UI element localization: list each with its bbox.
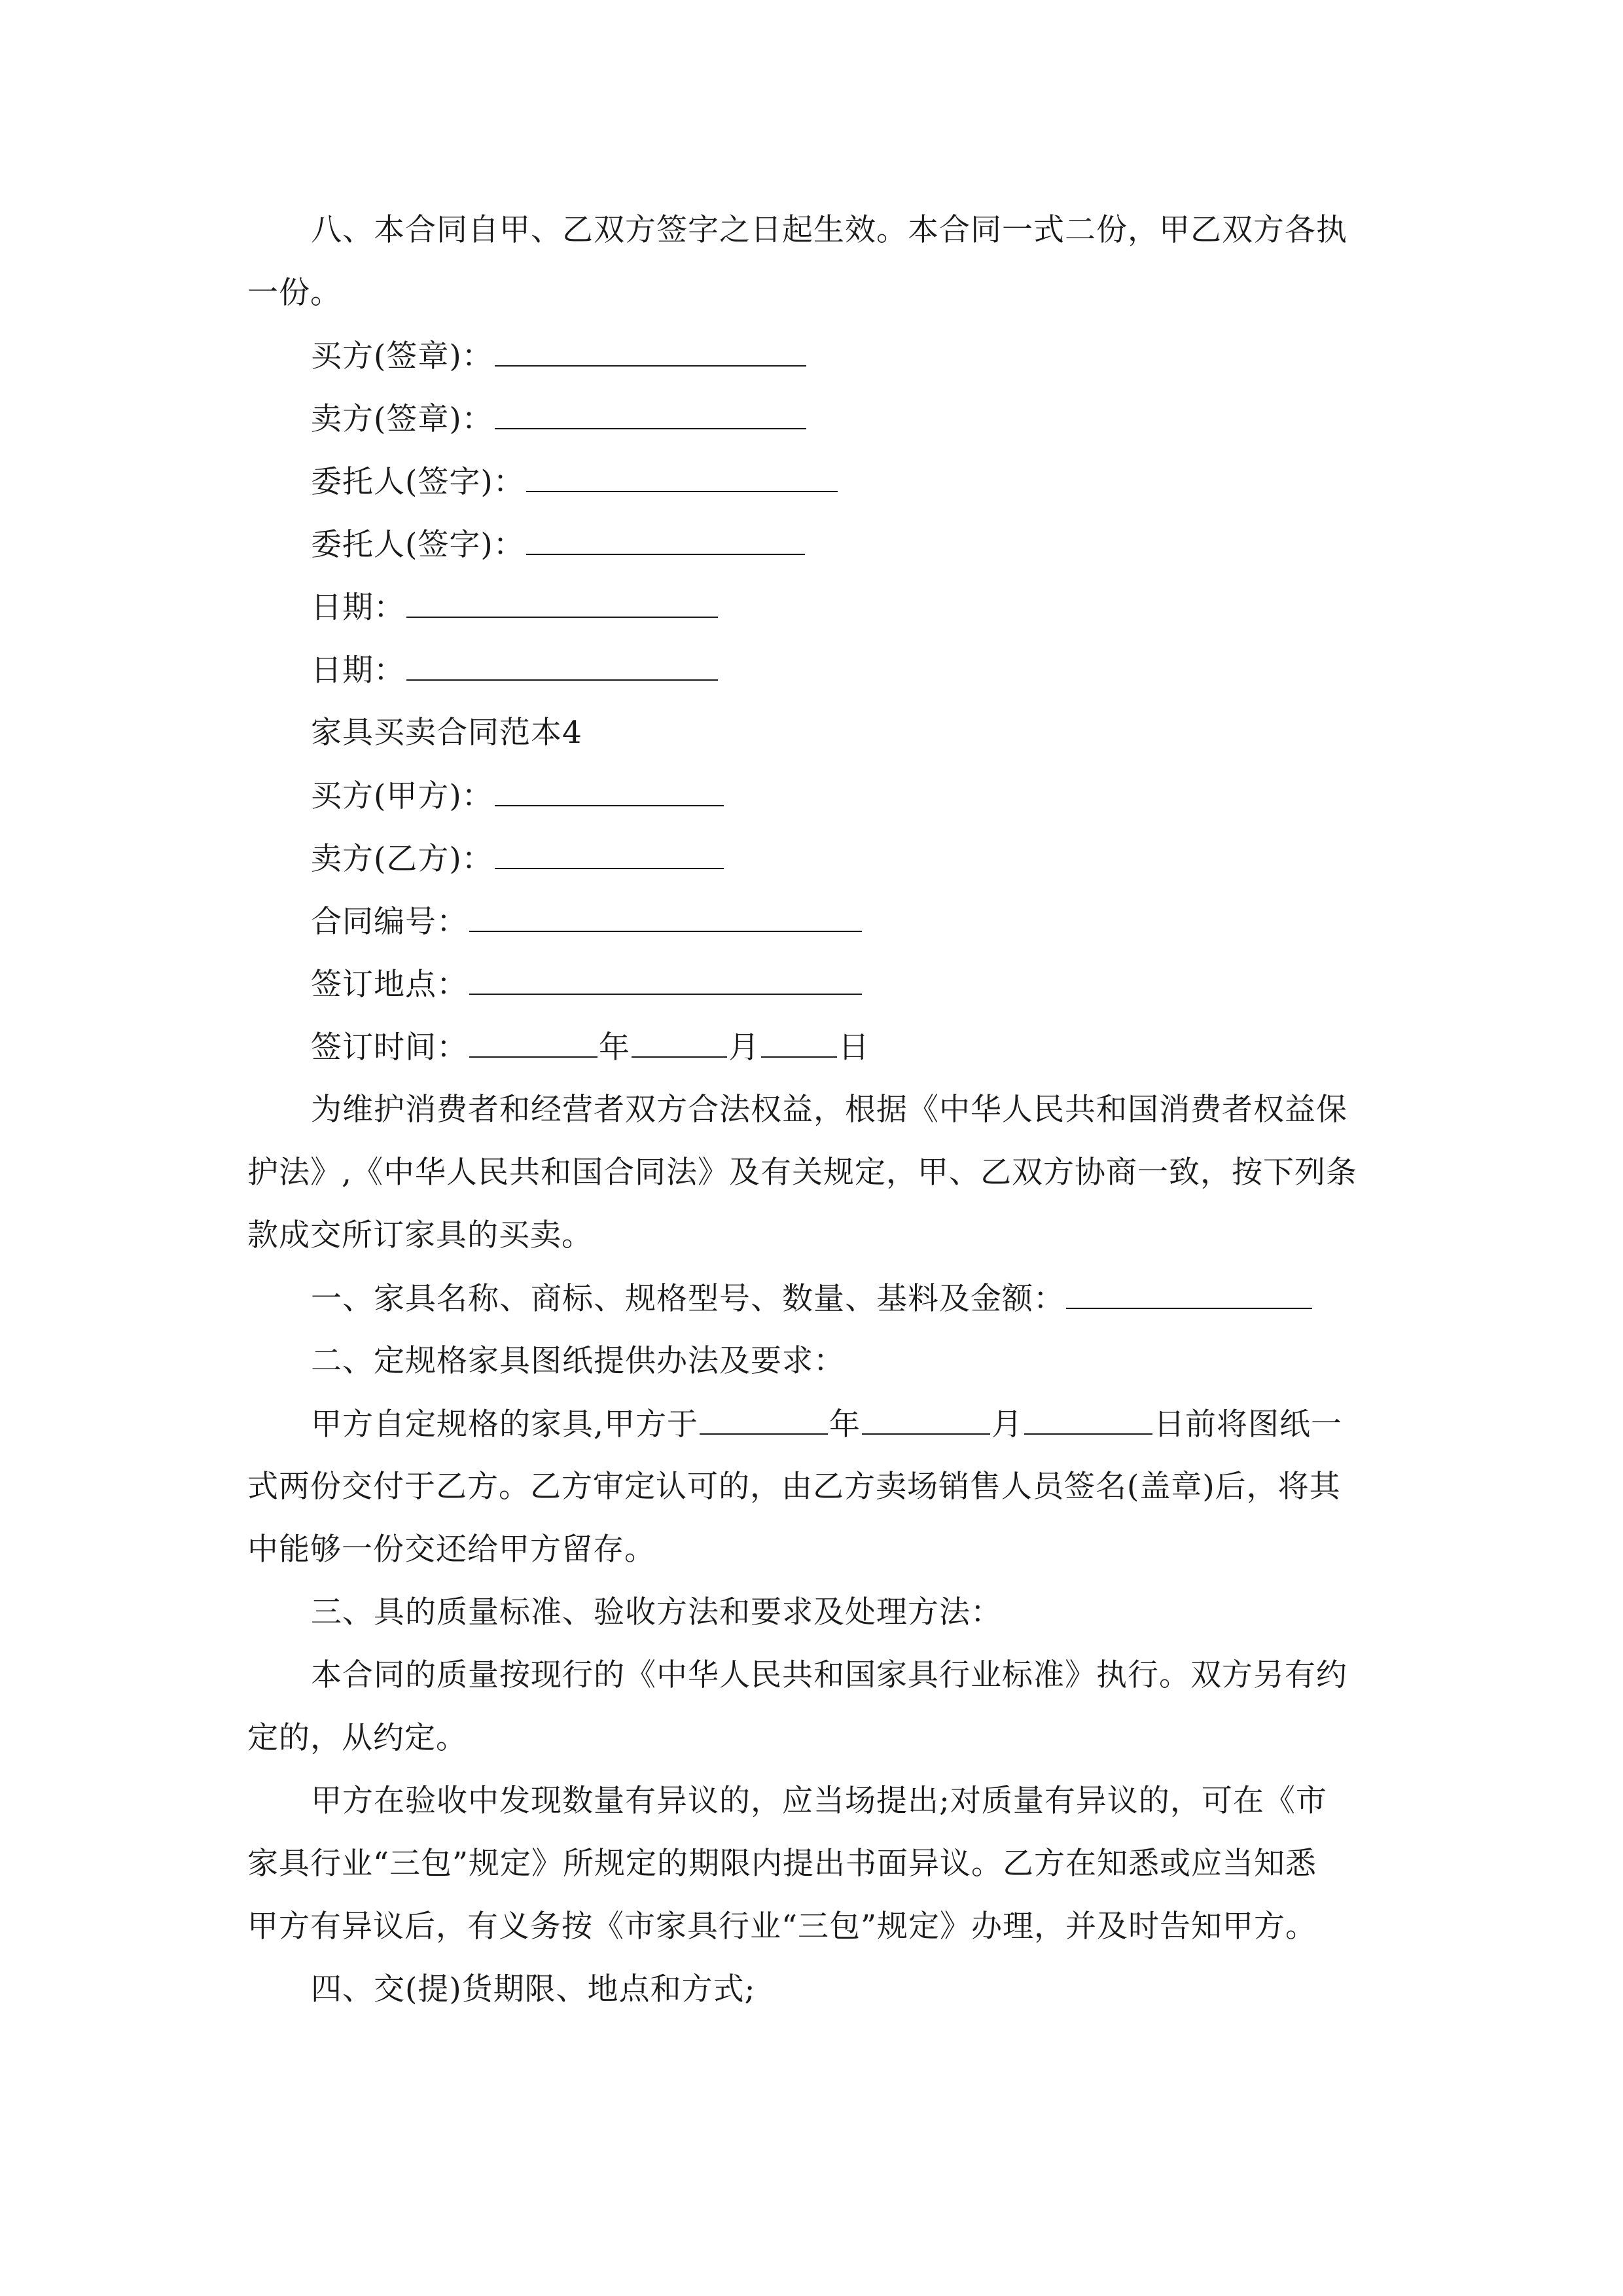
clause-2-year: 年 (829, 1407, 861, 1443)
clause-2-body-line1 (311, 1405, 1342, 1444)
signature-buyer-blank (495, 336, 806, 367)
field-time (311, 1028, 870, 1067)
clause-4: 四、交(提)货期限、地点和方式; (311, 1971, 756, 2007)
preamble-line2: 护法》,《中华人民共和国合同法》及有关规定，甲、乙双方协商一致，按下列条 (247, 1155, 1357, 1191)
field-contract-no-label: 合同编号： (311, 904, 468, 940)
clause-2-month: 月 (991, 1407, 1023, 1443)
field-time-year: 年 (599, 1030, 630, 1066)
signature-seller-label: 卖方(签章)： (311, 401, 493, 437)
signature-buyer-label: 买方(签章)： (311, 338, 493, 374)
field-buyer (311, 776, 725, 816)
clause-2-day-blank (1024, 1405, 1152, 1435)
field-time-day: 日 (838, 1030, 870, 1066)
paragraph-8-line2: 一份。 (247, 275, 342, 311)
field-time-month: 月 (728, 1030, 760, 1066)
signature-agent-1-label: 委托人(签字)： (311, 464, 525, 500)
field-place-blank (469, 965, 862, 995)
clause-2-suffix: 日前将图纸一 (1153, 1407, 1342, 1443)
field-contract-no-blank (469, 902, 862, 932)
signature-buyer (311, 336, 808, 376)
clause-2-prefix: 甲方自定规格的家具,甲方于 (311, 1407, 698, 1443)
signature-date-1-blank (406, 588, 718, 618)
preamble-line1: 为维护消费者和经营者双方合法权益，根据《中华人民共和国消费者权益保 (311, 1092, 1347, 1128)
signature-agent-1-blank (526, 462, 838, 492)
clause-3-body2-line1: 甲方在验收中发现数量有异议的，应当场提出;对质量有异议的，可在《市 (311, 1783, 1327, 1819)
clause-3: 三、具的质量标准、验收方法和要求及处理方法： (311, 1594, 1002, 1630)
signature-agent-2-blank (526, 525, 805, 555)
paragraph-8-line1: 八、本合同自甲、乙双方签字之日起生效。本合同一式二份，甲乙双方各执 (311, 212, 1347, 248)
clause-2-body-line2: 式两份交付于乙方。乙方审定认可的，由乙方卖场销售人员签名(盖章)后，将其 (247, 1469, 1341, 1505)
signature-date-1-label: 日期： (311, 590, 405, 626)
clause-3-body2-line2: 家具行业“三包”规定》所规定的期限内提出书面异议。乙方在知悉或应当知悉 (247, 1846, 1317, 1882)
field-place-label: 签订地点： (311, 967, 468, 1003)
field-seller-blank (495, 839, 724, 869)
field-time-day-blank (761, 1028, 837, 1058)
clause-1 (311, 1279, 1313, 1319)
clause-2: 二、定规格家具图纸提供办法及要求： (311, 1343, 845, 1379)
signature-date-2-label: 日期： (311, 653, 405, 689)
field-seller-label: 卖方(乙方)： (311, 841, 493, 877)
field-place (311, 965, 863, 1005)
field-buyer-label: 买方(甲方)： (311, 778, 493, 814)
signature-agent-2 (311, 525, 806, 565)
clause-1-blank (1066, 1279, 1312, 1309)
signature-seller (311, 399, 808, 439)
field-seller (311, 839, 725, 879)
clause-2-year-blank (700, 1405, 828, 1435)
field-buyer-blank (495, 776, 724, 806)
signature-date-1 (311, 588, 719, 628)
field-time-year-blank (469, 1028, 597, 1058)
clause-3-body2-line3: 甲方有异议后，有义务按《市家具行业“三包”规定》办理，并及时告知甲方。 (247, 1909, 1317, 1945)
field-contract-no (311, 902, 863, 942)
signature-seller-blank (495, 399, 806, 429)
signature-agent-1 (311, 462, 839, 502)
clause-3-body1-line2: 定的，从约定。 (247, 1720, 467, 1756)
signature-agent-2-label: 委托人(签字)： (311, 527, 525, 563)
clause-2-body-line3: 中能够一份交还给甲方留存。 (247, 1532, 656, 1568)
clause-2-month-blank (862, 1405, 990, 1435)
clause-3-body1-line1: 本合同的质量按现行的《中华人民共和国家具行业标准》执行。双方另有约 (311, 1657, 1347, 1693)
section-title: 家具买卖合同范本4 (311, 715, 582, 751)
field-time-label: 签订时间： (311, 1030, 468, 1066)
field-time-month-blank (632, 1028, 727, 1058)
clause-1-text: 一、家具名称、商标、规格型号、数量、基料及金额： (311, 1281, 1065, 1317)
preamble-line3: 款成交所订家具的买卖。 (247, 1217, 593, 1253)
signature-date-2 (311, 651, 719, 691)
signature-date-2-blank (406, 651, 718, 681)
